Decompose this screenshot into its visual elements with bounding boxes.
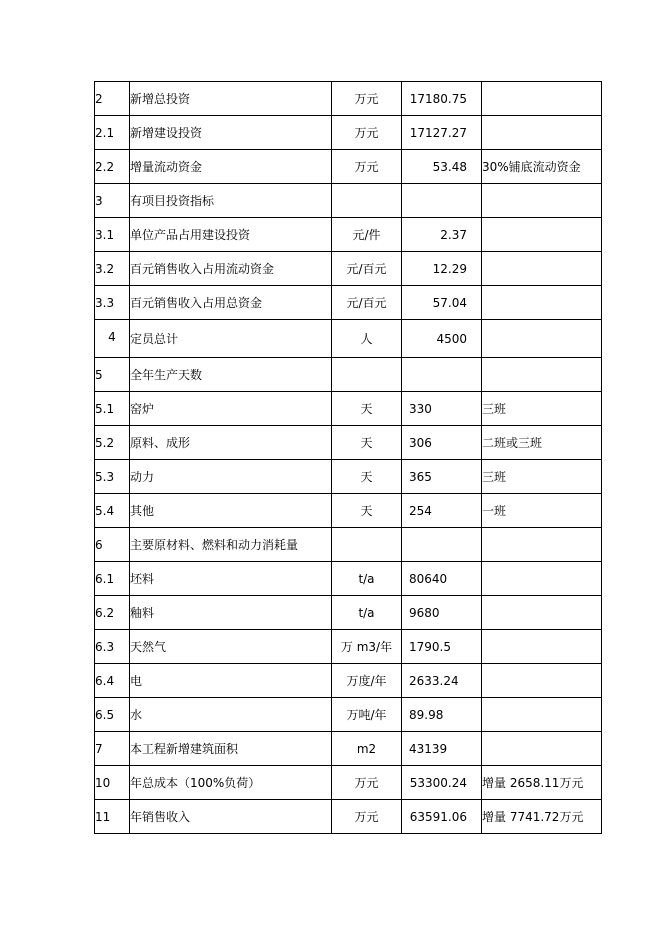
row-unit: 万元 [332,766,402,800]
row-item-name: 釉料 [130,596,332,630]
row-item-name: 有项目投资指标 [130,184,332,218]
table-row [95,320,602,358]
row-item-name: 年总成本（100%负荷） [130,766,332,800]
table-row [95,766,602,800]
row-value: 1790.5 [402,630,482,664]
table-row [95,184,602,218]
row-value [402,184,482,218]
row-note [482,630,602,664]
row-value: 306 [402,426,482,460]
row-number: 2 [95,82,130,116]
row-value: 12.29 [402,252,482,286]
row-unit: 万元 [332,800,402,834]
row-unit: 万元 [332,82,402,116]
row-item-name: 百元销售收入占用总资金 [130,286,332,320]
table-row [95,150,602,184]
row-item-name: 原料、成形 [130,426,332,460]
row-value: 53.48 [402,150,482,184]
table-row [95,460,602,494]
row-value: 89.98 [402,698,482,732]
row-unit: 万 m3/年 [332,630,402,664]
row-item-name: 定员总计 [130,320,332,358]
row-number: 3.2 [95,252,130,286]
row-note [482,286,602,320]
table-row [95,252,602,286]
row-unit: 万元 [332,116,402,150]
table-row [95,698,602,732]
row-item-name: 增量流动资金 [130,150,332,184]
row-number: 5.2 [95,426,130,460]
row-item-name: 年销售收入 [130,800,332,834]
row-unit: 万度/年 [332,664,402,698]
row-note [482,252,602,286]
row-value [402,358,482,392]
row-number: 6.1 [95,562,130,596]
row-number: 5.1 [95,392,130,426]
row-note [482,218,602,252]
row-number: 6 [95,528,130,562]
row-note: 增量 2658.11万元 [482,766,602,800]
table-row [95,664,602,698]
row-value: 9680 [402,596,482,630]
row-unit: 天 [332,494,402,528]
row-note [482,358,602,392]
table-row [95,286,602,320]
row-item-name: 单位产品占用建设投资 [130,218,332,252]
row-note: 一班 [482,494,602,528]
row-value: 2633.24 [402,664,482,698]
row-unit: 天 [332,392,402,426]
row-note: 二班或三班 [482,426,602,460]
row-value: 17180.75 [402,82,482,116]
row-unit: 元/件 [332,218,402,252]
table-row [95,218,602,252]
row-item-name: 全年生产天数 [130,358,332,392]
row-note: 三班 [482,392,602,426]
row-number: 6.4 [95,664,130,698]
row-note [482,320,602,358]
row-value: 63591.06 [402,800,482,834]
row-item-name: 窑炉 [130,392,332,426]
row-value: 43139 [402,732,482,766]
row-number: 3.3 [95,286,130,320]
table-row [95,494,602,528]
row-unit: 人 [332,320,402,358]
row-note: 三班 [482,460,602,494]
row-unit [332,528,402,562]
row-unit: m2 [332,732,402,766]
row-number: 6.5 [95,698,130,732]
row-note [482,664,602,698]
row-unit: 天 [332,426,402,460]
row-unit [332,358,402,392]
row-number: 7 [95,732,130,766]
indicator-table [94,81,602,834]
row-item-name: 新增总投资 [130,82,332,116]
row-number: 2.2 [95,150,130,184]
row-note [482,698,602,732]
row-unit: 元/百元 [332,252,402,286]
row-note: 增量 7741.72万元 [482,800,602,834]
row-value: 57.04 [402,286,482,320]
row-number: 6.3 [95,630,130,664]
row-unit: 元/百元 [332,286,402,320]
row-value: 80640 [402,562,482,596]
row-number: 3.1 [95,218,130,252]
row-note [482,82,602,116]
row-number: 11 [95,800,130,834]
row-number: 5.4 [95,494,130,528]
row-note: 30%铺底流动资金 [482,150,602,184]
row-number: 3 [95,184,130,218]
row-unit: t/a [332,596,402,630]
row-value: 17127.27 [402,116,482,150]
table-row [95,596,602,630]
row-value: 53300.24 [402,766,482,800]
row-note [482,562,602,596]
indicator-table-body [95,82,602,834]
row-value: 365 [402,460,482,494]
table-row [95,82,602,116]
row-unit: 万吨/年 [332,698,402,732]
row-unit: 天 [332,460,402,494]
table-row [95,800,602,834]
row-item-name: 主要原材料、燃料和动力消耗量 [130,528,332,562]
row-value: 4500 [402,320,482,358]
row-number: 2.1 [95,116,130,150]
row-number: 10 [95,766,130,800]
table-row [95,426,602,460]
table-row [95,630,602,664]
row-item-name: 电 [130,664,332,698]
row-item-name: 坯料 [130,562,332,596]
row-value: 330 [402,392,482,426]
row-number: 4 [95,320,130,358]
row-item-name: 新增建设投资 [130,116,332,150]
row-unit: 万元 [332,150,402,184]
table-row [95,562,602,596]
row-value: 2.37 [402,218,482,252]
table-row [95,358,602,392]
row-number: 5.3 [95,460,130,494]
row-note [482,528,602,562]
row-item-name: 水 [130,698,332,732]
table-row [95,528,602,562]
row-note [482,116,602,150]
row-item-name: 百元销售收入占用流动资金 [130,252,332,286]
row-value [402,528,482,562]
table-row [95,732,602,766]
row-unit: t/a [332,562,402,596]
row-item-name: 其他 [130,494,332,528]
row-item-name: 本工程新增建筑面积 [130,732,332,766]
row-number: 5 [95,358,130,392]
row-value: 254 [402,494,482,528]
row-note [482,596,602,630]
row-number: 6.2 [95,596,130,630]
row-unit [332,184,402,218]
row-item-name: 动力 [130,460,332,494]
row-note [482,732,602,766]
row-item-name: 天然气 [130,630,332,664]
table-row [95,392,602,426]
row-note [482,184,602,218]
table-row [95,116,602,150]
